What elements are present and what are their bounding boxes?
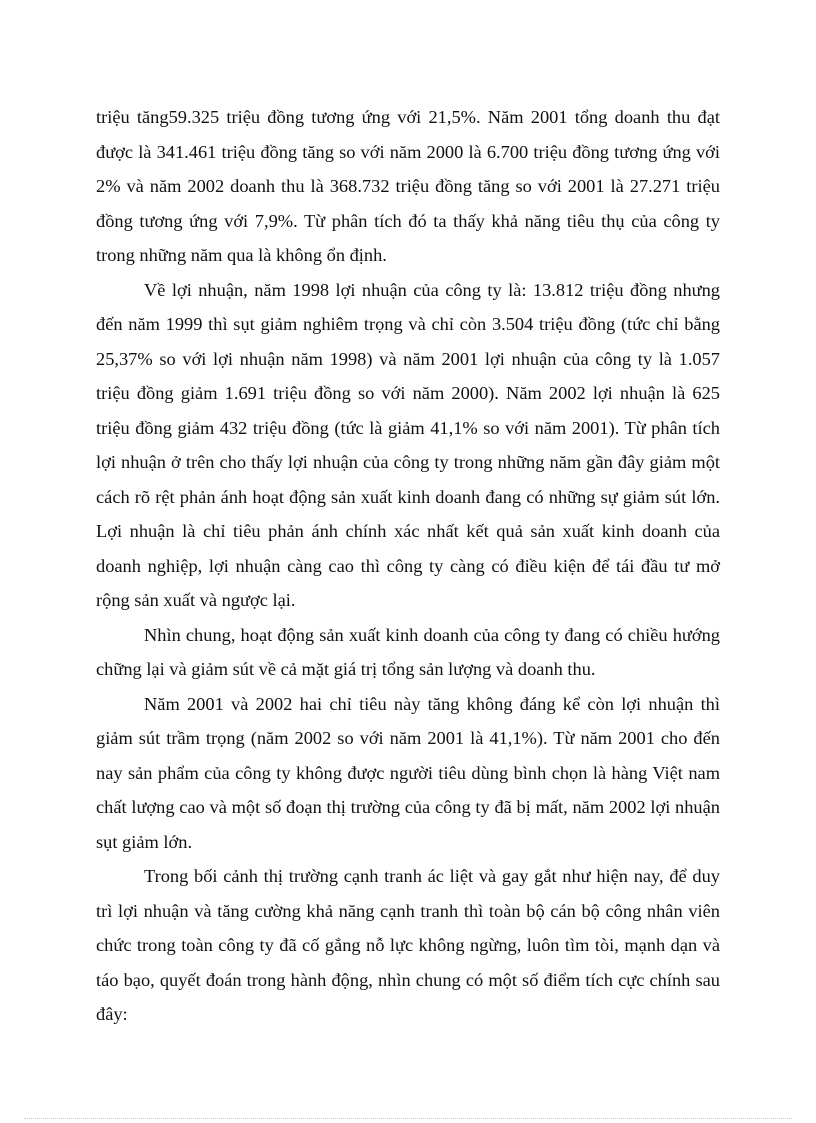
paragraph-profit-analysis: Về lợi nhuận, năm 1998 lợi nhuận của công ty là: 13.812 triệu đồng nhưng đến năm 1999 thì sụt giảm nghiêm trọng và chỉ còn 3.504 triệu đồng (tức chỉ bằng 25,37% so với lợi nhuận năm 1998) và năm 2001 lợi nhuận của công ty là 1.057 triệu đồng giảm 1.691 triệu đồng so với năm 2000). Năm 2002 lợi nhuận là 625 triệu đồng giảm 432 triệu đồng (tức là giảm 41,1% so với năm 2001). Từ phân tích lợi nhuận ở trên cho thấy lợi nhuận của công ty trong những năm gần đây giảm một cách rõ rệt phản ánh hoạt động sản xuất kinh doanh đang có những sự giảm sút lớn. Lợi nhuận là chỉ tiêu phản ánh chính xác nhất kết quả sản xuất kinh doanh của doanh nghiệp, lợi nhuận càng cao thì công ty càng có điều kiện để tái đầu tư mở rộng sản xuất và ngược lại. [96,279,720,610]
paragraph-competitive-context: Trong bối cảnh thị trường cạnh tranh ác liệt và gay gắt như hiện nay, để duy trì lợi nhuận và tăng cường khả năng cạnh tranh thì toàn bộ cán bộ công nhân viên chức trong toàn công ty đã cố gắng nỗ lực không ngừng, luôn tìm tòi, mạnh dạn và táo bạo, quyết đoán trong hành động, nhìn chung có một số điểm tích cực chính sau đây: [96,866,720,1024]
page-bottom-divider [24,1118,792,1119]
document-body [96,100,720,1032]
paragraph-2001-2002: Năm 2001 và 2002 hai chỉ tiêu này tăng không đáng kể còn lợi nhuận thì giảm sút trầm trọng (năm 2002 so với năm 2001 là 41,1%). Từ năm 2001 cho đến nay sản phẩm của công ty không được người tiêu dùng bình chọn là hàng Việt nam chất lượng cao và một số đoạn thị trường của công ty đã bị mất, năm 2002 lợi nhuận sụt giảm lớn. [96,693,720,852]
paragraph-general-trend: Nhìn chung, hoạt động sản xuất kinh doanh của công ty đang có chiều hướng chững lại và giảm sút về cả mặt giá trị tổng sản lượng và doanh thu. [96,624,720,679]
paragraph-continuation-revenue: triệu tăng59.325 triệu đồng tương ứng với 21,5%. Năm 2001 tổng doanh thu đạt được là 341.461 triệu đồng tăng so với năm 2000 là 6.700 triệu đồng tương ứng với 2% và năm 2002 doanh thu là 368.732 triệu đồng tăng so với 2001 là 27.271 triệu đồng tương ứng với 7,9%. Từ phân tích đó ta thấy khả năng tiêu thụ của công ty trong những năm qua là không ổn định. [96,107,720,265]
